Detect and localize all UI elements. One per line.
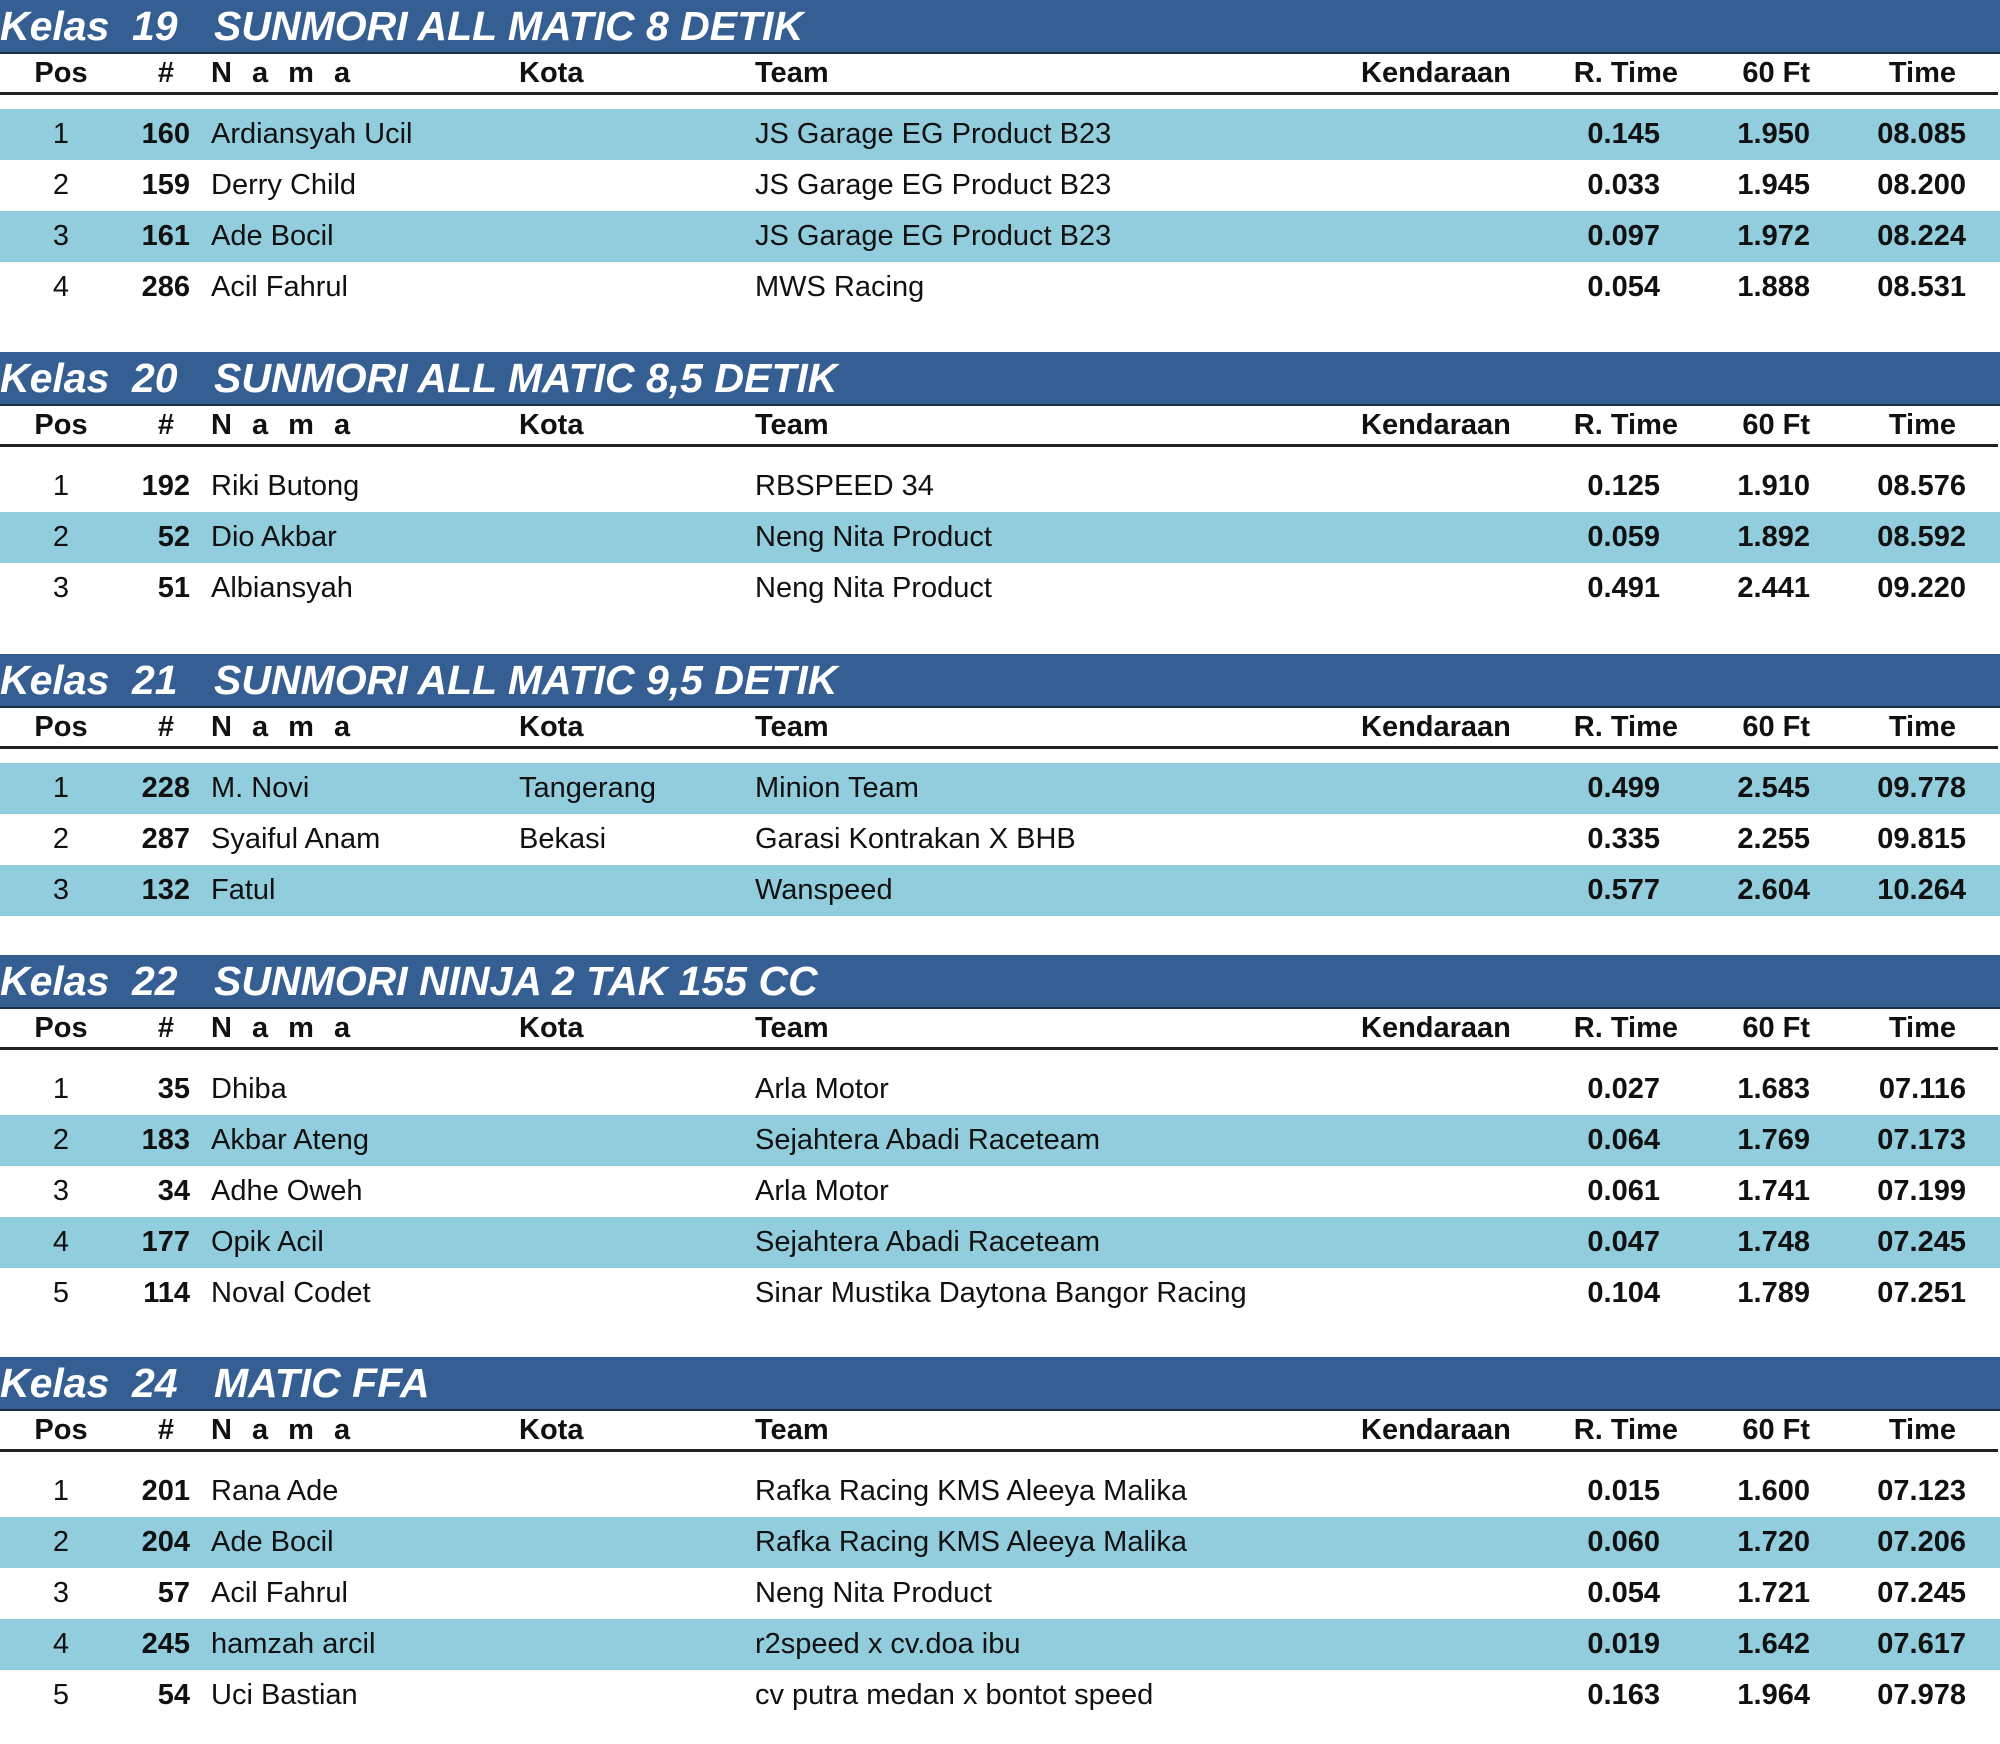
cell-pos: 1 (52, 470, 70, 502)
cell-rtime: 0.145 (1587, 118, 1660, 150)
cell-time: 09.815 (1877, 823, 1966, 855)
cell-team: Arla Motor (755, 1073, 889, 1105)
cell-rtime: 0.577 (1587, 874, 1660, 906)
cell-team: Sejahtera Abadi Raceteam (755, 1226, 1100, 1258)
col-header-kendaraan: Kendaraan (1361, 1012, 1511, 1044)
cell-60ft: 2.604 (1737, 874, 1810, 906)
cell-rtime: 0.033 (1587, 169, 1660, 201)
cell-pos: 1 (52, 118, 70, 150)
cell-number: 183 (141, 1124, 190, 1156)
cell-number: 201 (141, 1475, 190, 1507)
cell-60ft: 1.748 (1737, 1226, 1810, 1258)
col-header-60ft: 60 Ft (1742, 57, 1810, 89)
col-header-nama: N a m a (211, 1012, 357, 1044)
cell-60ft: 1.642 (1737, 1628, 1810, 1660)
cell-nama: Acil Fahrul (211, 1577, 348, 1609)
cell-number: 160 (141, 118, 190, 150)
col-header-team: Team (755, 57, 829, 89)
kelas-number: 20 (132, 355, 178, 401)
cell-rtime: 0.054 (1587, 271, 1660, 303)
cell-pos: 1 (52, 1073, 70, 1105)
col-header-time: Time (1888, 409, 1956, 441)
header-spacer (0, 1050, 2000, 1064)
kelas-header (0, 955, 2000, 1009)
cell-team: Neng Nita Product (755, 572, 992, 604)
kelas-label: Kelas (0, 657, 110, 703)
col-header-60ft: 60 Ft (1742, 409, 1810, 441)
cell-60ft: 1.683 (1737, 1073, 1810, 1105)
table-row (0, 1517, 2000, 1568)
cell-pos: 2 (52, 521, 70, 553)
cell-team: MWS Racing (755, 271, 925, 303)
cell-nama: Derry Child (211, 169, 357, 201)
col-header-team: Team (755, 1012, 829, 1044)
kelas-section-24 (0, 1357, 2000, 1721)
kelas-label: Kelas (0, 3, 110, 49)
cell-team: r2speed x cv.doa ibu (755, 1628, 1021, 1660)
cell-pos: 2 (52, 823, 70, 855)
cell-number: 286 (141, 271, 190, 303)
col-header-rtime: R. Time (1573, 711, 1678, 743)
cell-number: 57 (157, 1577, 190, 1609)
kelas-number: 21 (132, 657, 178, 703)
cell-60ft: 1.600 (1737, 1475, 1810, 1507)
cell-time: 08.592 (1877, 521, 1966, 553)
cell-nama: Adhe Oweh (211, 1175, 363, 1207)
table-row (0, 1166, 2000, 1217)
col-header-nama: N a m a (211, 711, 357, 743)
col-header-rtime: R. Time (1573, 409, 1678, 441)
column-header-row (0, 1009, 1998, 1050)
col-header-rtime: R. Time (1573, 1012, 1678, 1044)
table-row (0, 1466, 2000, 1517)
cell-kota: Tangerang (519, 772, 657, 804)
cell-time: 07.251 (1877, 1277, 1966, 1309)
cell-pos: 1 (52, 1475, 70, 1507)
kelas-section-19 (0, 0, 2000, 313)
table-row (0, 865, 2000, 916)
cell-pos: 5 (52, 1679, 70, 1711)
cell-time: 07.173 (1877, 1124, 1966, 1156)
table-row (0, 211, 2000, 262)
cell-time: 09.778 (1877, 772, 1966, 804)
cell-time: 09.220 (1877, 572, 1966, 604)
col-header-rtime: R. Time (1573, 57, 1678, 89)
cell-pos: 3 (52, 572, 70, 604)
cell-60ft: 1.720 (1737, 1526, 1810, 1558)
cell-nama: hamzah arcil (211, 1628, 376, 1660)
cell-team: Sinar Mustika Daytona Bangor Racing (755, 1277, 1247, 1309)
col-header-pos: Pos (34, 57, 88, 89)
cell-pos: 2 (52, 1526, 70, 1558)
cell-nama: Riki Butong (211, 470, 360, 502)
col-header-kota: Kota (519, 711, 584, 743)
cell-number: 52 (157, 521, 190, 553)
cell-time: 07.123 (1877, 1475, 1966, 1507)
cell-time: 10.264 (1877, 874, 1966, 906)
cell-rtime: 0.104 (1587, 1277, 1660, 1309)
cell-time: 07.116 (1878, 1073, 1966, 1105)
col-header-kota: Kota (519, 409, 584, 441)
col-header-kota: Kota (519, 1012, 584, 1044)
table-row (0, 262, 2000, 313)
cell-60ft: 1.769 (1737, 1124, 1810, 1156)
col-header-number: # (157, 57, 174, 89)
cell-nama: Dhiba (211, 1073, 287, 1105)
column-header-row (0, 54, 1998, 95)
cell-rtime: 0.491 (1587, 572, 1660, 604)
cell-number: 192 (141, 470, 190, 502)
col-header-number: # (157, 1414, 174, 1446)
cell-nama: Opik Acil (211, 1226, 324, 1258)
cell-number: 132 (141, 874, 190, 906)
cell-team: cv putra medan x bontot speed (755, 1679, 1154, 1711)
column-header-row (0, 708, 1998, 749)
kelas-header (0, 1357, 2000, 1411)
col-header-pos: Pos (34, 1414, 88, 1446)
cell-pos: 4 (52, 1628, 70, 1660)
cell-60ft: 1.964 (1737, 1679, 1810, 1711)
cell-rtime: 0.061 (1587, 1175, 1660, 1207)
cell-number: 245 (141, 1628, 190, 1660)
cell-nama: Ade Bocil (211, 220, 334, 252)
cell-team: Neng Nita Product (755, 521, 992, 553)
cell-60ft: 1.888 (1737, 271, 1810, 303)
col-header-team: Team (755, 1414, 829, 1446)
cell-rtime: 0.019 (1587, 1628, 1660, 1660)
cell-number: 51 (157, 572, 190, 604)
col-header-pos: Pos (34, 711, 88, 743)
col-header-pos: Pos (34, 409, 88, 441)
table-row (0, 160, 2000, 211)
kelas-header (0, 654, 2000, 708)
col-header-team: Team (755, 409, 829, 441)
header-spacer (0, 95, 2000, 109)
cell-nama: Noval Codet (211, 1277, 371, 1309)
cell-pos: 1 (52, 772, 70, 804)
table-row (0, 814, 2000, 865)
cell-number: 177 (141, 1226, 190, 1258)
cell-time: 08.200 (1877, 169, 1966, 201)
kelas-label: Kelas (0, 958, 110, 1004)
kelas-header (0, 0, 2000, 54)
cell-nama: Akbar Ateng (211, 1124, 369, 1156)
column-header-row (0, 1411, 1998, 1452)
table-row (0, 1670, 2000, 1721)
cell-60ft: 1.950 (1737, 118, 1810, 150)
cell-rtime: 0.125 (1587, 470, 1660, 502)
cell-60ft: 1.789 (1737, 1277, 1810, 1309)
col-header-time: Time (1888, 711, 1956, 743)
col-header-number: # (157, 409, 174, 441)
kelas-section-22 (0, 955, 2000, 1319)
cell-rtime: 0.064 (1587, 1124, 1660, 1156)
cell-team: JS Garage EG Product B23 (755, 118, 1112, 150)
kelas-number: 22 (132, 958, 178, 1004)
cell-60ft: 1.945 (1737, 169, 1810, 201)
col-header-kendaraan: Kendaraan (1361, 57, 1511, 89)
cell-time: 08.531 (1877, 271, 1966, 303)
cell-team: JS Garage EG Product B23 (755, 169, 1112, 201)
col-header-time: Time (1888, 57, 1956, 89)
cell-60ft: 1.741 (1737, 1175, 1810, 1207)
cell-nama: Dio Akbar (211, 521, 337, 553)
cell-team: Rafka Racing KMS Aleeya Malika (755, 1475, 1187, 1507)
cell-time: 08.085 (1877, 118, 1966, 150)
cell-pos: 3 (52, 1577, 70, 1609)
cell-time: 08.224 (1877, 220, 1966, 252)
cell-number: 287 (141, 823, 190, 855)
cell-rtime: 0.054 (1587, 1577, 1660, 1609)
cell-number: 35 (157, 1073, 190, 1105)
kelas-header (0, 352, 2000, 406)
kelas-label: Kelas (0, 1360, 110, 1406)
cell-team: Garasi Kontrakan X BHB (755, 823, 1076, 855)
table-row (0, 512, 2000, 563)
col-header-nama: N a m a (211, 409, 357, 441)
kelas-number: 24 (132, 1360, 178, 1406)
cell-nama: Rana Ade (211, 1475, 339, 1507)
cell-rtime: 0.163 (1587, 1679, 1660, 1711)
cell-pos: 2 (52, 1124, 70, 1156)
col-header-kendaraan: Kendaraan (1361, 1414, 1511, 1446)
col-header-nama: N a m a (211, 57, 357, 89)
col-header-time: Time (1888, 1414, 1956, 1446)
cell-rtime: 0.499 (1587, 772, 1660, 804)
cell-time: 07.199 (1877, 1175, 1966, 1207)
cell-nama: Acil Fahrul (211, 271, 348, 303)
col-header-team: Team (755, 711, 829, 743)
cell-pos: 3 (52, 1175, 70, 1207)
cell-time: 07.245 (1877, 1577, 1966, 1609)
kelas-label: Kelas (0, 355, 110, 401)
cell-team: Wanspeed (755, 874, 893, 906)
cell-nama: M. Novi (211, 772, 310, 804)
kelas-title: SUNMORI NINJA 2 TAK 155 CC (214, 958, 818, 1004)
cell-pos: 4 (52, 1226, 70, 1258)
table-row (0, 763, 2000, 814)
table-row (0, 1268, 2000, 1319)
col-header-number: # (157, 711, 174, 743)
cell-nama: Fatul (211, 874, 276, 906)
table-row (0, 1115, 2000, 1166)
column-header-row (0, 406, 1998, 447)
col-header-60ft: 60 Ft (1742, 711, 1810, 743)
cell-60ft: 2.441 (1737, 572, 1810, 604)
table-row (0, 461, 2000, 512)
cell-number: 159 (141, 169, 190, 201)
kelas-title: SUNMORI ALL MATIC 8,5 DETIK (214, 355, 838, 401)
cell-number: 114 (143, 1277, 190, 1309)
kelas-number: 19 (132, 3, 178, 49)
cell-rtime: 0.097 (1587, 220, 1660, 252)
cell-nama: Uci Bastian (211, 1679, 358, 1711)
cell-60ft: 1.892 (1737, 521, 1810, 553)
cell-rtime: 0.015 (1587, 1475, 1660, 1507)
cell-pos: 5 (52, 1277, 70, 1309)
cell-team: Neng Nita Product (755, 1577, 992, 1609)
cell-team: Rafka Racing KMS Aleeya Malika (755, 1526, 1187, 1558)
col-header-kendaraan: Kendaraan (1361, 711, 1511, 743)
cell-60ft: 2.255 (1737, 823, 1810, 855)
table-row (0, 1217, 2000, 1268)
cell-number: 54 (157, 1679, 190, 1711)
cell-number: 161 (141, 220, 190, 252)
col-header-kota: Kota (519, 1414, 584, 1446)
col-header-kota: Kota (519, 57, 584, 89)
kelas-section-21 (0, 654, 2000, 916)
cell-rtime: 0.060 (1587, 1526, 1660, 1558)
cell-pos: 2 (52, 169, 70, 201)
cell-60ft: 2.545 (1737, 772, 1810, 804)
cell-pos: 4 (52, 271, 70, 303)
table-row (0, 1064, 2000, 1115)
table-row (0, 109, 2000, 160)
cell-time: 08.576 (1877, 470, 1966, 502)
header-spacer (0, 447, 2000, 461)
cell-time: 07.978 (1877, 1679, 1966, 1711)
col-header-nama: N a m a (211, 1414, 357, 1446)
col-header-number: # (157, 1012, 174, 1044)
cell-pos: 3 (52, 874, 70, 906)
cell-rtime: 0.027 (1587, 1073, 1660, 1105)
cell-team: RBSPEED 34 (755, 470, 934, 502)
cell-team: Arla Motor (755, 1175, 889, 1207)
header-spacer (0, 749, 2000, 763)
cell-time: 07.245 (1877, 1226, 1966, 1258)
cell-nama: Syaiful Anam (211, 823, 381, 855)
cell-nama: Ardiansyah Ucil (211, 118, 413, 150)
header-spacer (0, 1452, 2000, 1466)
cell-kota: Bekasi (519, 823, 607, 855)
cell-time: 07.206 (1877, 1526, 1966, 1558)
table-row (0, 1619, 2000, 1670)
cell-rtime: 0.059 (1587, 521, 1660, 553)
kelas-section-20 (0, 352, 2000, 614)
cell-60ft: 1.972 (1737, 220, 1810, 252)
cell-number: 228 (141, 772, 190, 804)
kelas-title: SUNMORI ALL MATIC 9,5 DETIK (214, 657, 838, 703)
col-header-pos: Pos (34, 1012, 88, 1044)
cell-60ft: 1.721 (1737, 1577, 1810, 1609)
cell-number: 204 (141, 1526, 190, 1558)
table-row (0, 1568, 2000, 1619)
cell-time: 07.617 (1877, 1628, 1966, 1660)
col-header-kendaraan: Kendaraan (1361, 409, 1511, 441)
cell-60ft: 1.910 (1737, 470, 1810, 502)
cell-team: JS Garage EG Product B23 (755, 220, 1112, 252)
cell-pos: 3 (52, 220, 70, 252)
col-header-60ft: 60 Ft (1742, 1414, 1810, 1446)
cell-team: Sejahtera Abadi Raceteam (755, 1124, 1100, 1156)
table-row (0, 563, 2000, 614)
col-header-rtime: R. Time (1573, 1414, 1678, 1446)
cell-rtime: 0.335 (1587, 823, 1660, 855)
cell-team: Minion Team (755, 772, 919, 804)
cell-number: 34 (157, 1175, 190, 1207)
cell-nama: Albiansyah (211, 572, 353, 604)
cell-nama: Ade Bocil (211, 1526, 334, 1558)
kelas-title: MATIC FFA (214, 1360, 430, 1406)
col-header-time: Time (1888, 1012, 1956, 1044)
kelas-title: SUNMORI ALL MATIC 8 DETIK (214, 3, 804, 49)
col-header-60ft: 60 Ft (1742, 1012, 1810, 1044)
cell-rtime: 0.047 (1587, 1226, 1660, 1258)
